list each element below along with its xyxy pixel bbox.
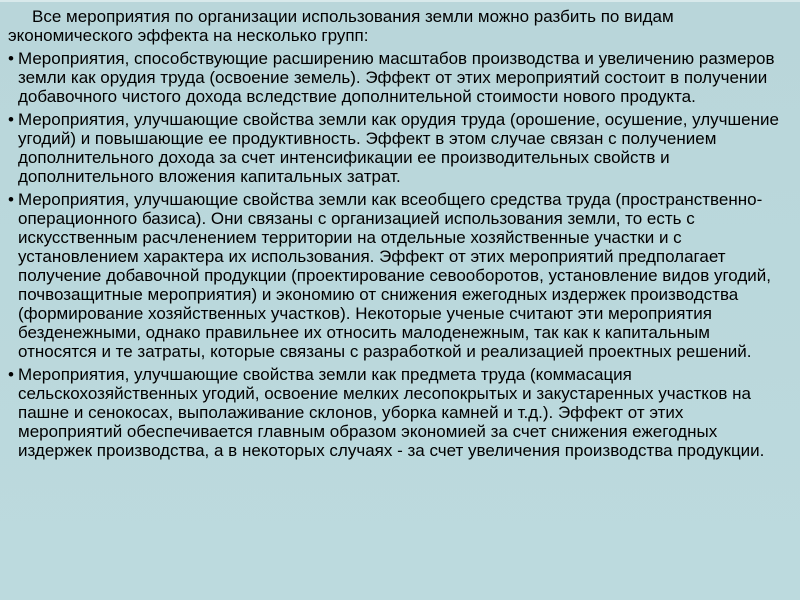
bullet-icon: •	[8, 49, 14, 68]
bullet-icon: •	[8, 190, 14, 209]
bullet-text-4: Мероприятия, улучшающие свойства земли как предмета труда (коммасация сельскохозяйственных угодий, освоение мелких лесопокрытых и закустаренных участков на пашне и сенокосах, выполаживание склонов, уборка камней и т.д.). Эффект от этих мероприятий обеспечивается главным образом экономией за счет снижения ежегодных издержек производства, а в некоторых случаях - за счет увеличения производства продукции.	[18, 365, 765, 460]
bullet-item-4	[8, 365, 792, 460]
bullet-item-3	[8, 190, 792, 361]
intro-paragraph: Все мероприятия по организации использования земли можно разбить по видам экономического эффекта на несколько групп:	[8, 7, 674, 45]
bullet-item-1	[8, 49, 792, 106]
bullet-text-1: Мероприятия, способствующие расширению масштабов производства и увеличению размеров земли как орудия труда (освоение земель). Эффект от этих мероприятий состоит в получении добавочного чистого дохода вследствие дополнительной стоимости нового продукта.	[18, 49, 775, 106]
bullet-item-2	[8, 110, 792, 186]
slide-top-border	[0, 0, 800, 2]
bullet-text-2: Мероприятия, улучшающие свойства земли как орудия труда (орошение, осушение, улучшение угодий) и повышающие ее продуктивность. Эффект в этом случае связан с получением дополнительного дохода за счет интенсификации ее производительных свойств и дополнительного вложения капитальных затрат.	[18, 110, 779, 186]
bullet-text-3: Мероприятия, улучшающие свойства земли как всеобщего средства труда (пространственно-операционного базиса). Они связаны с организацией использования земли, то есть с искусственным расчленением территории на отдельные хозяйственные участки и с установлением характера их использования. Эффект от этих мероприятий предполагает получение добавочной продукции (проектирование севооборотов, установление видов угодий, почвозащитные мероприятия) и экономию от снижения ежегодных издержек производства (формирование хозяйственных участков). Некоторые ученые считают эти мероприятия безденежными, однако правильнее их относить малоденежным, так как к капитальным относятся и те затраты, которые связаны с разработкой и реализацией проектных решений.	[18, 190, 771, 361]
bullet-list	[8, 49, 792, 460]
bullet-icon: •	[8, 365, 14, 384]
bullet-icon: •	[8, 110, 14, 129]
slide-content	[8, 7, 792, 464]
